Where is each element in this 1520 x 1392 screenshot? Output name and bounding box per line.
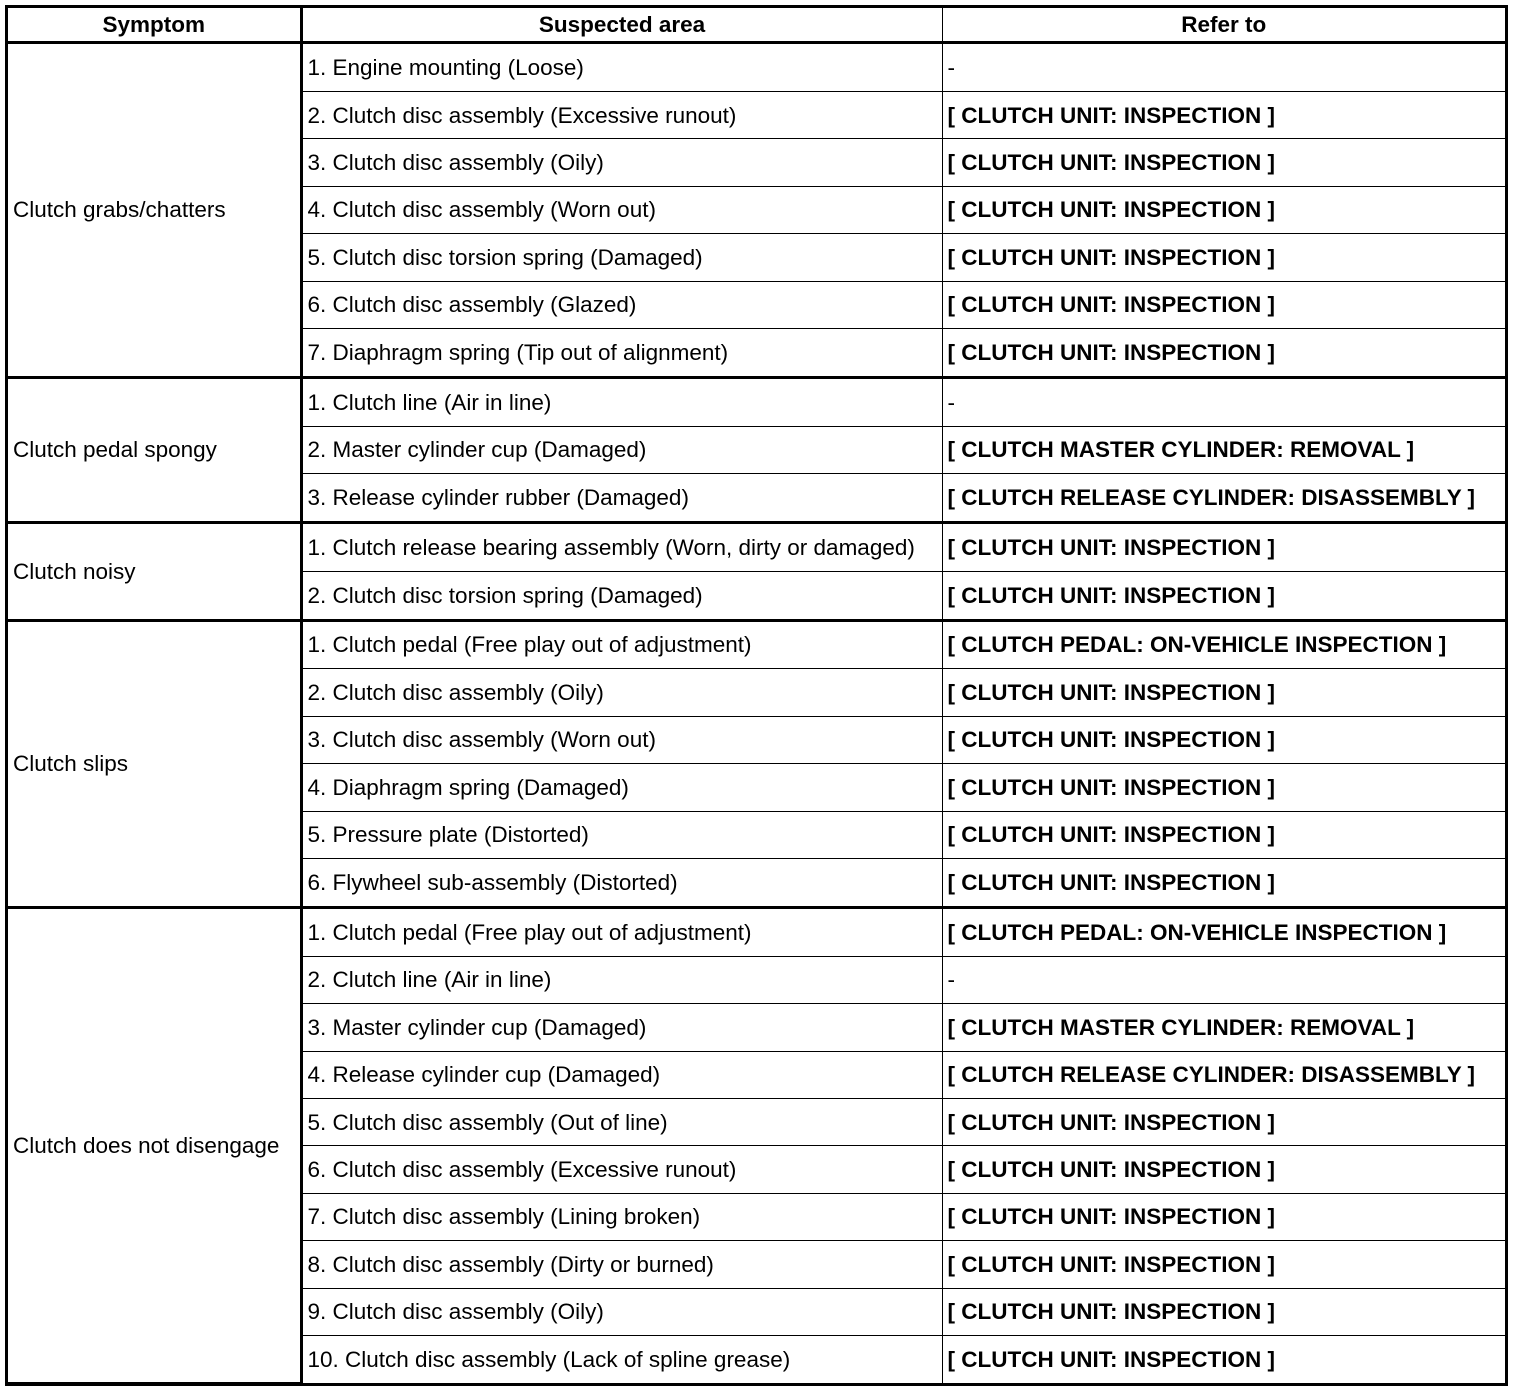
suspected-area-cell: 1. Clutch pedal (Free play out of adjustment): [301, 620, 942, 669]
suspected-area-cell: 6. Clutch disc assembly (Excessive runout): [301, 1146, 942, 1193]
symptom-cell: Clutch does not disengage: [8, 907, 301, 1382]
table-row: [8, 43, 1505, 92]
suspected-area-cell: 2. Clutch line (Air in line): [301, 956, 942, 1003]
refer-to-link[interactable]: [ CLUTCH UNIT: INSPECTION ]: [942, 764, 1505, 811]
refer-to-link[interactable]: [ CLUTCH MASTER CYLINDER: REMOVAL ]: [942, 1004, 1505, 1051]
suspected-area-cell: 5. Pressure plate (Distorted): [301, 811, 942, 858]
suspected-area-cell: 3. Clutch disc assembly (Worn out): [301, 716, 942, 763]
refer-to-cell: -: [942, 377, 1505, 426]
refer-to-cell: -: [942, 43, 1505, 92]
suspected-area-cell: 4. Release cylinder cup (Damaged): [301, 1051, 942, 1098]
symptom-cell: Clutch noisy: [8, 522, 301, 620]
refer-to-link[interactable]: [ CLUTCH RELEASE CYLINDER: DISASSEMBLY ]: [942, 1051, 1505, 1098]
troubleshooting-table-frame: [5, 5, 1508, 1386]
suspected-area-cell: 6. Flywheel sub-assembly (Distorted): [301, 859, 942, 908]
refer-to-link[interactable]: [ CLUTCH PEDAL: ON-VEHICLE INSPECTION ]: [942, 907, 1505, 956]
refer-to-link[interactable]: [ CLUTCH RELEASE CYLINDER: DISASSEMBLY ]: [942, 474, 1505, 523]
suspected-area-cell: 4. Diaphragm spring (Damaged): [301, 764, 942, 811]
symptom-cell: Clutch pedal spongy: [8, 377, 301, 522]
table-row: [8, 620, 1505, 669]
table-body: [8, 43, 1505, 1383]
refer-to-link[interactable]: [ CLUTCH UNIT: INSPECTION ]: [942, 811, 1505, 858]
refer-to-link[interactable]: [ CLUTCH UNIT: INSPECTION ]: [942, 186, 1505, 233]
refer-to-link[interactable]: [ CLUTCH MASTER CYLINDER: REMOVAL ]: [942, 426, 1505, 473]
refer-to-link[interactable]: [ CLUTCH UNIT: INSPECTION ]: [942, 328, 1505, 377]
table-row: [8, 522, 1505, 571]
suspected-area-cell: 5. Clutch disc assembly (Out of line): [301, 1098, 942, 1145]
suspected-area-cell: 3. Clutch disc assembly (Oily): [301, 139, 942, 186]
table-row: [8, 907, 1505, 956]
symptom-cell: Clutch slips: [8, 620, 301, 907]
suspected-area-cell: 5. Clutch disc torsion spring (Damaged): [301, 234, 942, 281]
header-symptom: Symptom: [8, 8, 301, 43]
refer-to-link[interactable]: [ CLUTCH UNIT: INSPECTION ]: [942, 1193, 1505, 1240]
refer-to-link[interactable]: [ CLUTCH UNIT: INSPECTION ]: [942, 1241, 1505, 1288]
suspected-area-cell: 2. Clutch disc torsion spring (Damaged): [301, 571, 942, 620]
refer-to-link[interactable]: [ CLUTCH UNIT: INSPECTION ]: [942, 716, 1505, 763]
suspected-area-cell: 8. Clutch disc assembly (Dirty or burned): [301, 1241, 942, 1288]
suspected-area-cell: 2. Clutch disc assembly (Excessive runout): [301, 91, 942, 138]
refer-to-link[interactable]: [ CLUTCH UNIT: INSPECTION ]: [942, 281, 1505, 328]
symptom-cell: Clutch grabs/chatters: [8, 43, 301, 378]
suspected-area-cell: 1. Clutch pedal (Free play out of adjustment): [301, 907, 942, 956]
refer-to-link[interactable]: [ CLUTCH UNIT: INSPECTION ]: [942, 91, 1505, 138]
suspected-area-cell: 1. Engine mounting (Loose): [301, 43, 942, 92]
suspected-area-cell: 6. Clutch disc assembly (Glazed): [301, 281, 942, 328]
refer-to-link[interactable]: [ CLUTCH UNIT: INSPECTION ]: [942, 1098, 1505, 1145]
refer-to-link[interactable]: [ CLUTCH UNIT: INSPECTION ]: [942, 571, 1505, 620]
refer-to-link[interactable]: [ CLUTCH UNIT: INSPECTION ]: [942, 522, 1505, 571]
suspected-area-cell: 10. Clutch disc assembly (Lack of spline grease): [301, 1336, 942, 1383]
suspected-area-cell: 1. Clutch line (Air in line): [301, 377, 942, 426]
refer-to-cell: -: [942, 956, 1505, 1003]
suspected-area-cell: 2. Master cylinder cup (Damaged): [301, 426, 942, 473]
refer-to-link[interactable]: [ CLUTCH UNIT: INSPECTION ]: [942, 1288, 1505, 1335]
refer-to-link[interactable]: [ CLUTCH UNIT: INSPECTION ]: [942, 139, 1505, 186]
suspected-area-cell: 2. Clutch disc assembly (Oily): [301, 669, 942, 716]
refer-to-link[interactable]: [ CLUTCH PEDAL: ON-VEHICLE INSPECTION ]: [942, 620, 1505, 669]
troubleshooting-table: [8, 8, 1505, 1383]
refer-to-link[interactable]: [ CLUTCH UNIT: INSPECTION ]: [942, 234, 1505, 281]
header-refer-to: Refer to: [942, 8, 1505, 43]
suspected-area-cell: 3. Release cylinder rubber (Damaged): [301, 474, 942, 523]
suspected-area-cell: 3. Master cylinder cup (Damaged): [301, 1004, 942, 1051]
suspected-area-cell: 1. Clutch release bearing assembly (Worn, dirty or damaged): [301, 522, 942, 571]
table-row: [8, 377, 1505, 426]
refer-to-link[interactable]: [ CLUTCH UNIT: INSPECTION ]: [942, 1146, 1505, 1193]
suspected-area-cell: 9. Clutch disc assembly (Oily): [301, 1288, 942, 1335]
refer-to-link[interactable]: [ CLUTCH UNIT: INSPECTION ]: [942, 669, 1505, 716]
suspected-area-cell: 4. Clutch disc assembly (Worn out): [301, 186, 942, 233]
refer-to-link[interactable]: [ CLUTCH UNIT: INSPECTION ]: [942, 1336, 1505, 1383]
suspected-area-cell: 7. Diaphragm spring (Tip out of alignment): [301, 328, 942, 377]
refer-to-link[interactable]: [ CLUTCH UNIT: INSPECTION ]: [942, 859, 1505, 908]
table-header-row: [8, 8, 1505, 43]
header-suspected-area: Suspected area: [301, 8, 942, 43]
suspected-area-cell: 7. Clutch disc assembly (Lining broken): [301, 1193, 942, 1240]
